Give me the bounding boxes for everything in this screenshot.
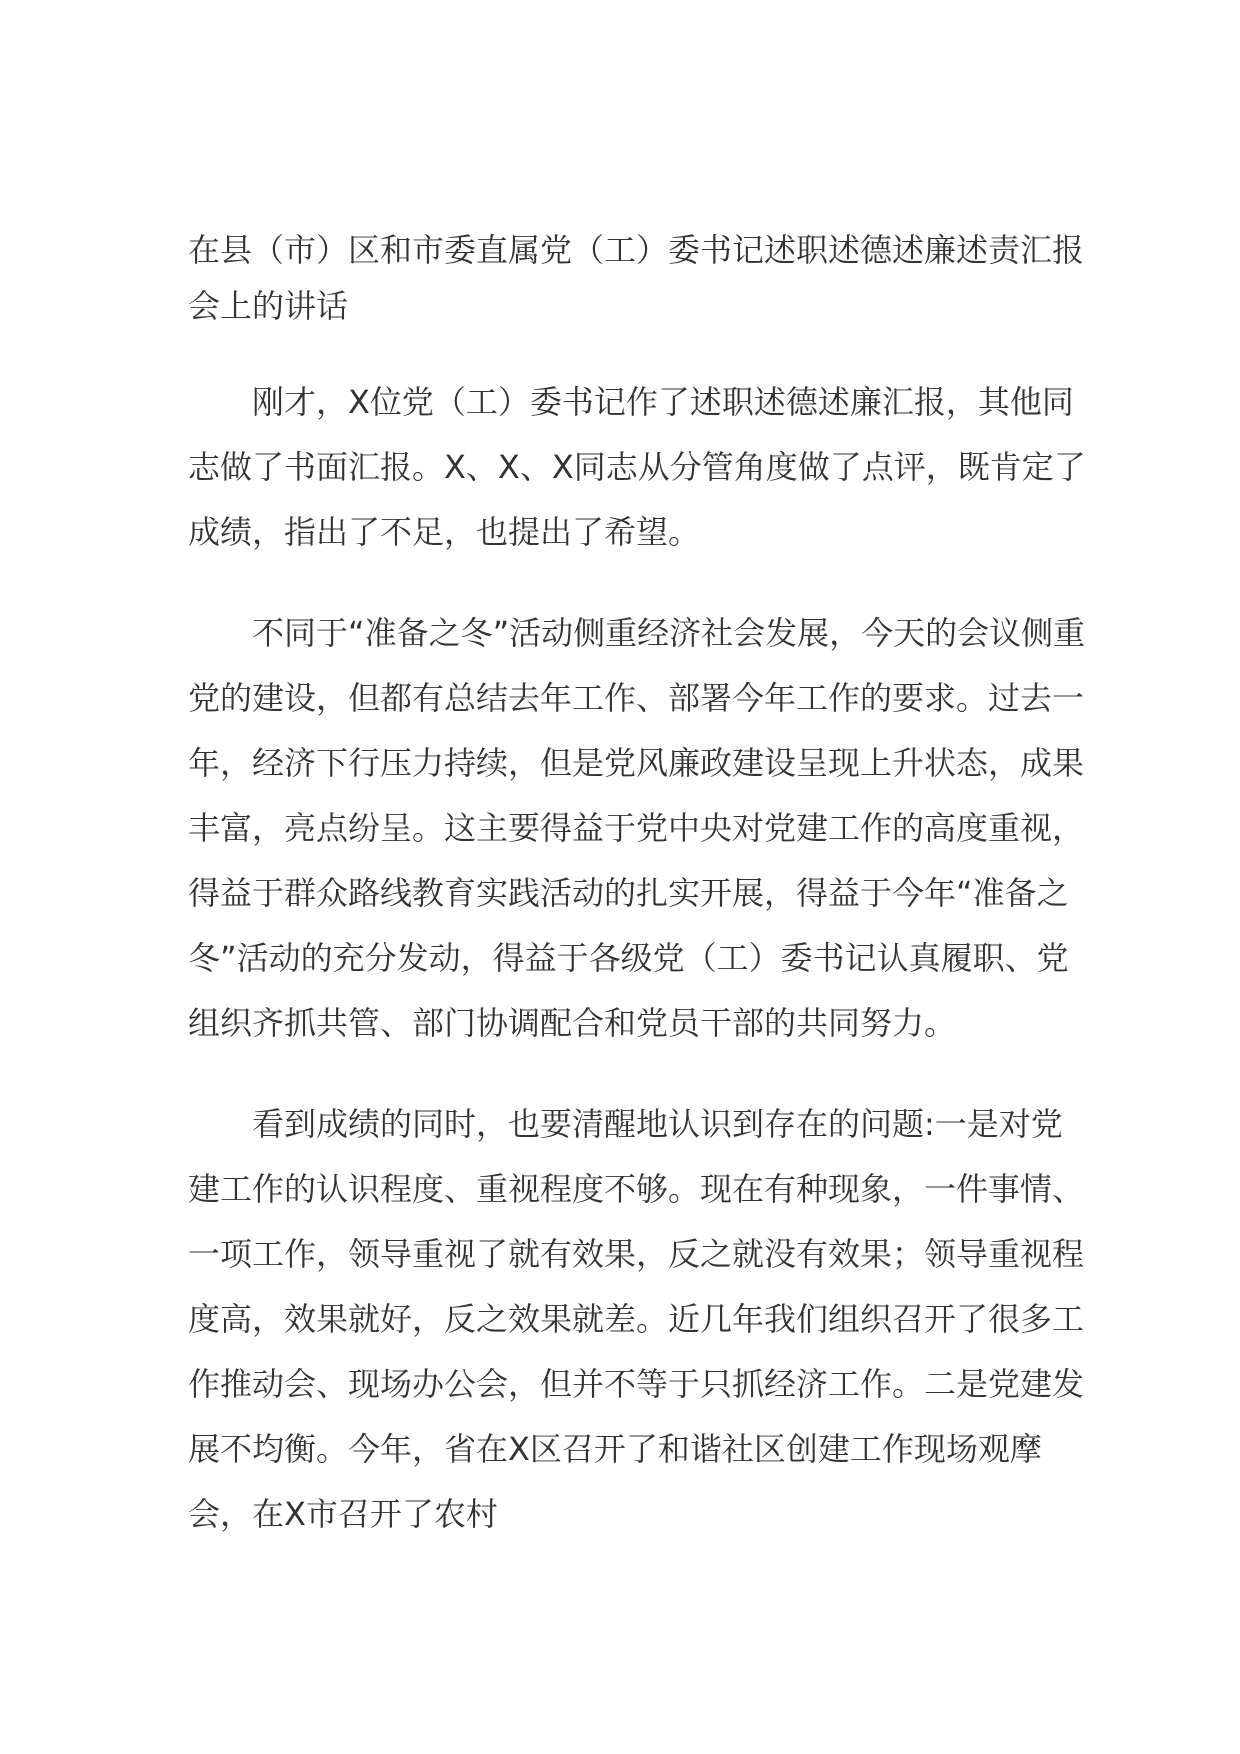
paragraph-1: 刚才，X位党（工）委书记作了述职述德述廉汇报，其他同志做了书面汇报。X、X、X同志从分管角度做了点评，既肯定了成绩，指出了不足，也提出了希望。	[188, 383, 1086, 551]
paragraph-3: 看到成绩的同时，也要清醒地认识到存在的问题:一是对党建工作的认识程度、重视程度不够。现在有种现象，一件事情、一项工作，领导重视了就有效果，反之就没有效果；领导重视程度高，效果就好，反之效果就差。近几年我们组织召开了很多工作推动会、现场办公会，但并不等于只抓经济工作。二是党建发展不均衡。今年，省在X区召开了和谐社区创建工作现场观摩会，在X市召开了农村	[188, 1105, 1085, 1533]
document-title: 在县（市）区和市委直属党（工）委书记述职述德述廉述责汇报会上的讲话	[188, 231, 1085, 325]
document-body	[188, 222, 1088, 1547]
paragraph-2: 不同于“准备之冬”活动侧重经济社会发展，今天的会议侧重党的建设，但都有总结去年工作、部署今年工作的要求。过去一年，经济下行压力持续，但是党风廉政建设呈现上升状态，成果丰富，亮点纷呈。这主要得益于党中央对党建工作的高度重视，得益于群众路线教育实践活动的扎实开展，得益于今年“准备之冬”活动的充分发动，得益于各级党（工）委书记认真履职、党组织齐抓共管、部门协调配合和党员干部的共同努力。	[188, 614, 1086, 1042]
